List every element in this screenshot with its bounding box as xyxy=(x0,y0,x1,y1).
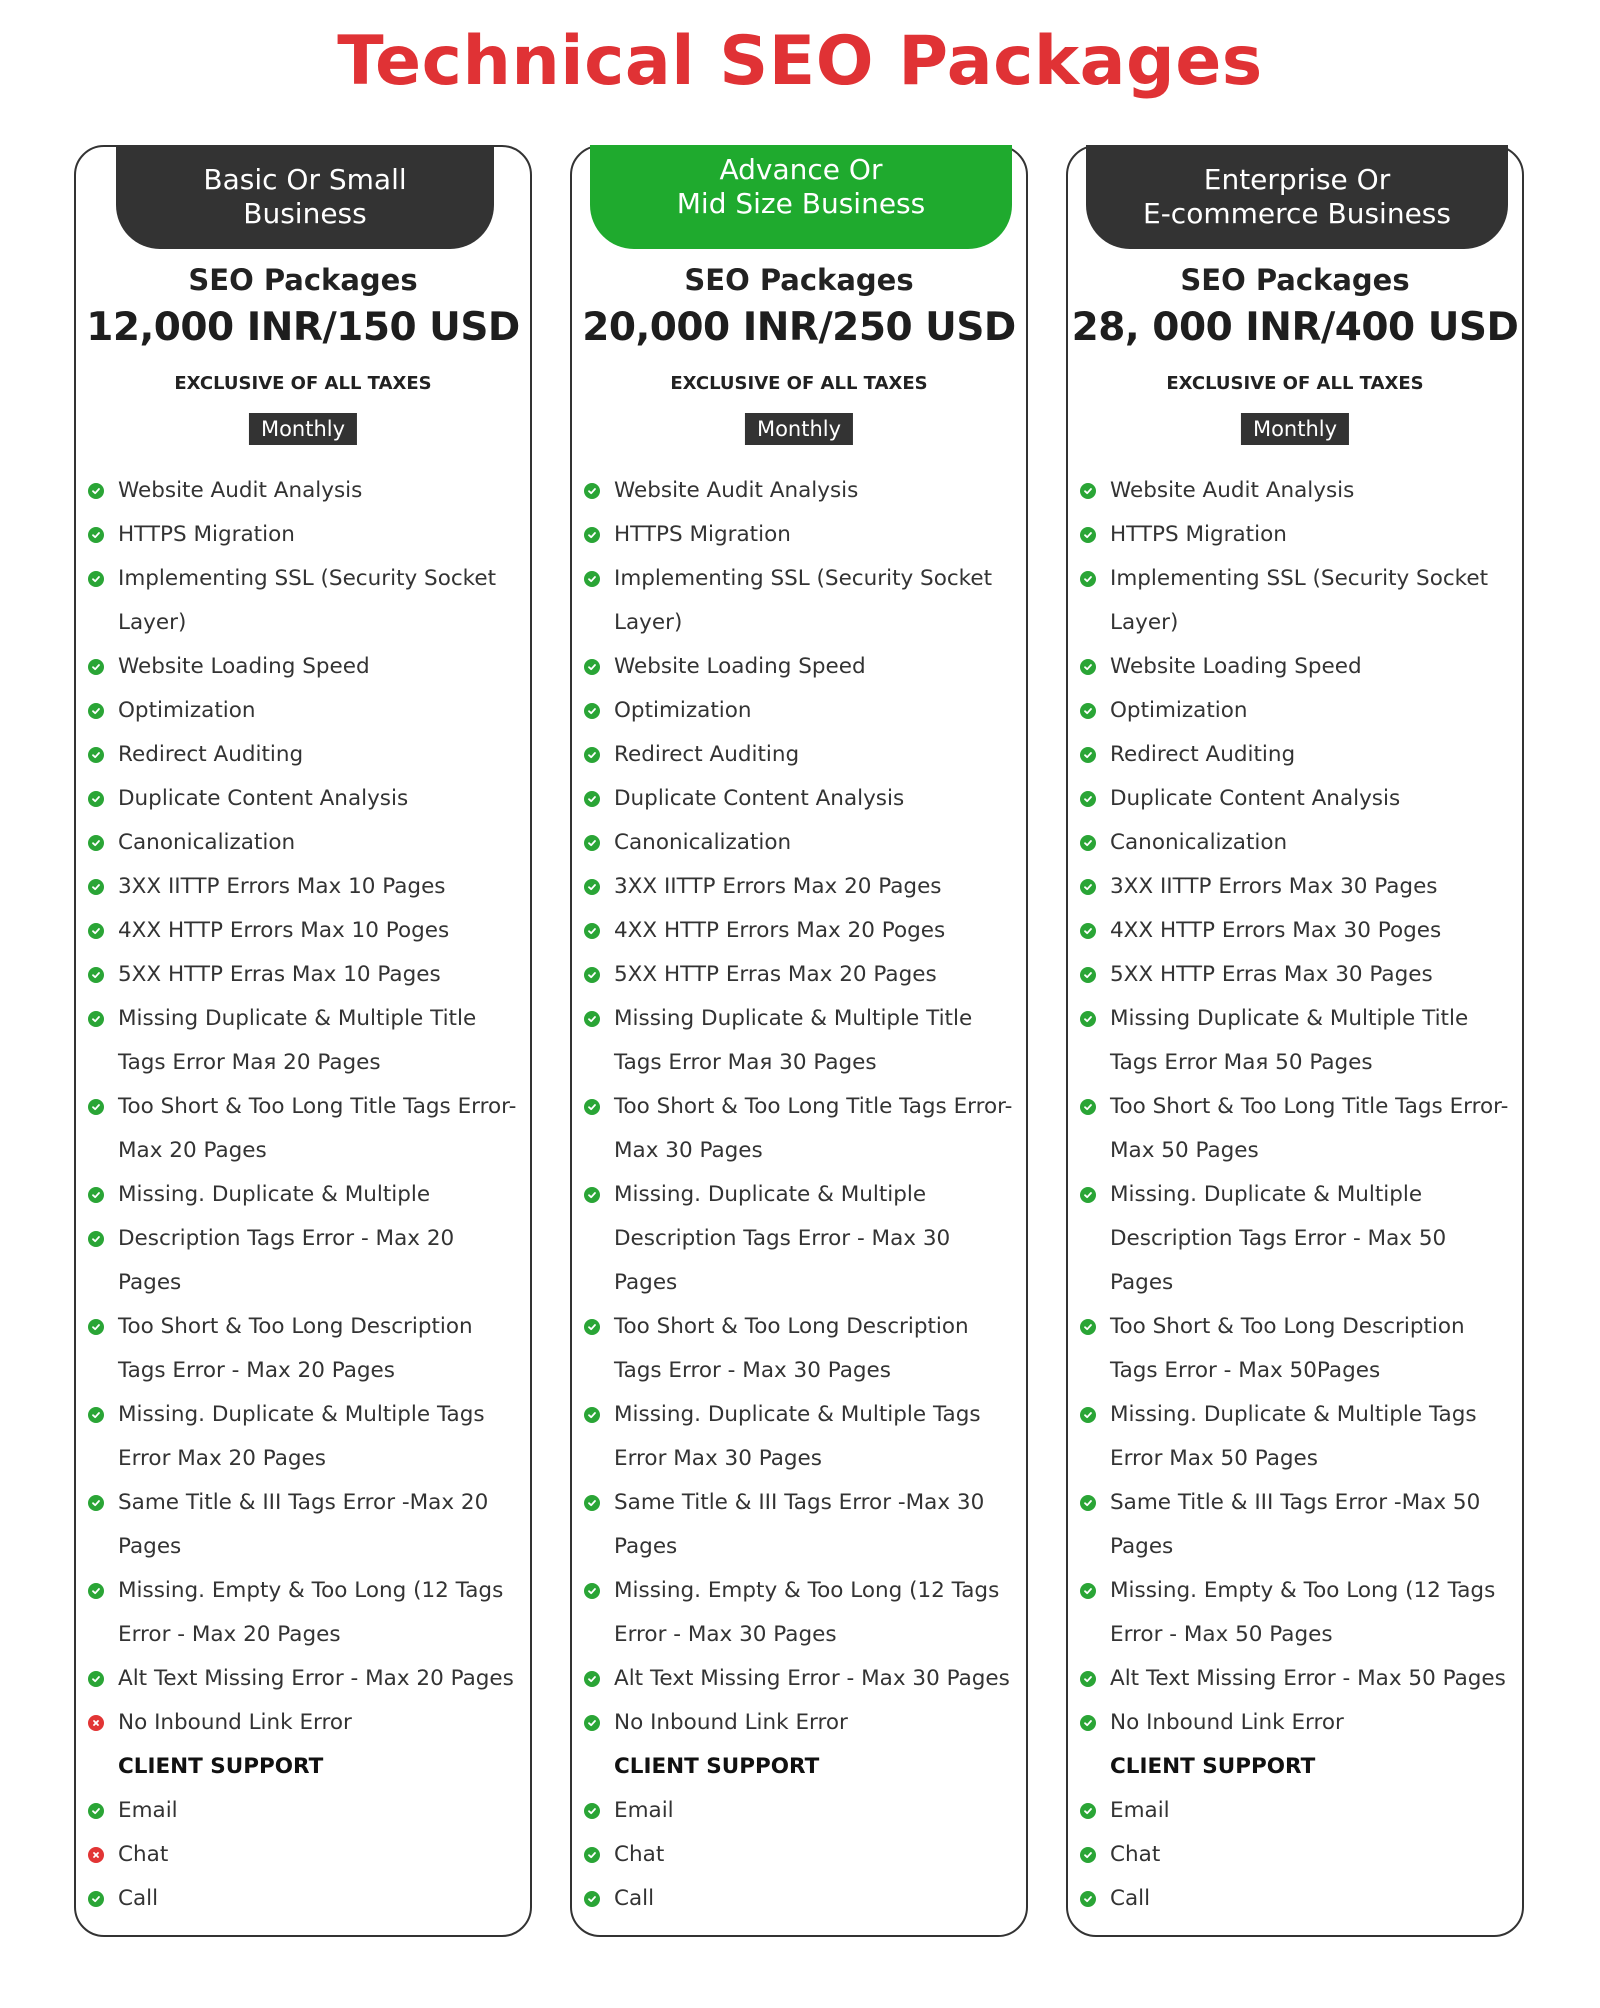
feature-text: Error Max 20 Pages xyxy=(118,1446,326,1471)
feature-text: Tags Error Мая 20 Pages xyxy=(118,1050,381,1075)
feature-text: Tags Error - Max 50Pages xyxy=(1110,1358,1381,1383)
feature-text: Tags Error - Max 30 Pages xyxy=(614,1358,891,1383)
feature-item xyxy=(88,1393,524,1437)
feature-text: Website Audit Analysis xyxy=(614,478,859,503)
check-icon xyxy=(1080,703,1096,719)
package-header xyxy=(116,145,494,249)
feature-item xyxy=(584,1305,1020,1349)
feature-item xyxy=(1080,953,1516,997)
feature-item xyxy=(1080,1525,1516,1569)
feature-item xyxy=(1080,909,1516,953)
check-icon xyxy=(1080,1803,1096,1819)
feature-item xyxy=(1080,1305,1516,1349)
feature-text: Optimization xyxy=(118,698,256,723)
check-icon xyxy=(88,1803,104,1819)
feature-item xyxy=(584,1349,1020,1393)
feature-text: Redirect Auditing xyxy=(1110,742,1296,767)
feature-text: Alt Text Missing Error - Max 30 Pages xyxy=(614,1666,1010,1691)
check-icon xyxy=(88,527,104,543)
feature-item xyxy=(88,733,524,777)
feature-item xyxy=(88,1525,524,1569)
tax-note: EXCLUSIVE OF ALL TAXES xyxy=(174,373,432,394)
feature-item xyxy=(584,1393,1020,1437)
check-icon xyxy=(584,1715,600,1731)
check-icon xyxy=(88,923,104,939)
feature-text: Tags Error Мая 50 Pages xyxy=(1110,1050,1373,1075)
check-icon xyxy=(1080,1891,1096,1907)
feature-text: Same Title & III Tags Error -Max 30 xyxy=(614,1490,985,1515)
feature-item xyxy=(584,1085,1020,1129)
check-icon xyxy=(1080,967,1096,983)
check-icon xyxy=(1080,1495,1096,1511)
feature-item xyxy=(584,1217,1020,1261)
feature-item xyxy=(1080,1261,1516,1305)
check-icon xyxy=(584,1671,600,1687)
check-icon xyxy=(584,1495,600,1511)
feature-list xyxy=(88,469,524,1921)
check-icon xyxy=(584,879,600,895)
feature-item xyxy=(1080,777,1516,821)
period-badge: Monthly xyxy=(1241,413,1349,445)
feature-item xyxy=(584,953,1020,997)
check-icon xyxy=(1080,747,1096,763)
feature-text: Call xyxy=(1110,1886,1151,1911)
feature-text: Canonicalization xyxy=(614,830,792,855)
feature-text: Duplicate Content Analysis xyxy=(1110,786,1401,811)
feature-text: Error - Max 20 Pages xyxy=(118,1622,341,1647)
feature-text: Error - Max 30 Pages xyxy=(614,1622,837,1647)
package-label: SEO Packages xyxy=(188,263,418,297)
feature-item xyxy=(88,865,524,909)
cross-icon xyxy=(88,1847,104,1863)
check-icon xyxy=(88,659,104,675)
feature-item xyxy=(1080,1789,1516,1833)
feature-item xyxy=(584,997,1020,1041)
package-price: 12,000 INR/150 USD xyxy=(86,305,520,350)
feature-item xyxy=(584,601,1020,645)
feature-text: Redirect Auditing xyxy=(614,742,800,767)
feature-text: Website Audit Analysis xyxy=(118,478,363,503)
feature-item xyxy=(1080,1349,1516,1393)
feature-item xyxy=(88,1041,524,1085)
feature-text: 4XX HTTP Errors Max 20 Poges xyxy=(614,918,946,943)
feature-item xyxy=(1080,557,1516,601)
feature-item xyxy=(1080,1701,1516,1745)
feature-item xyxy=(1080,1657,1516,1701)
feature-item xyxy=(88,1613,524,1657)
feature-text: Error Max 50 Pages xyxy=(1110,1446,1318,1471)
feature-item xyxy=(88,1261,524,1305)
feature-text: Chat xyxy=(118,1842,169,1867)
check-icon xyxy=(584,703,600,719)
section-heading xyxy=(88,1745,524,1789)
package-label: SEO Packages xyxy=(684,263,914,297)
check-icon xyxy=(584,835,600,851)
feature-item xyxy=(88,1437,524,1481)
check-icon xyxy=(584,923,600,939)
check-icon xyxy=(88,1231,104,1247)
feature-text: Missing. Duplicate & Multiple xyxy=(614,1182,927,1207)
feature-text: Max 30 Pages xyxy=(614,1138,763,1163)
feature-item xyxy=(88,689,524,733)
feature-text: 3XX IITTP Errors Max 10 Pages xyxy=(118,874,446,899)
section-heading xyxy=(584,1745,1020,1789)
feature-item xyxy=(584,1041,1020,1085)
feature-text: Optimization xyxy=(614,698,752,723)
feature-text: Email xyxy=(118,1798,178,1823)
package-header-text: Basic Or Small Business xyxy=(203,163,407,230)
check-icon xyxy=(88,1099,104,1115)
feature-item xyxy=(1080,645,1516,689)
feature-text: Chat xyxy=(614,1842,665,1867)
feature-text: Missing. Duplicate & Multiple Tags xyxy=(118,1402,485,1427)
feature-text: Pages xyxy=(118,1270,182,1295)
feature-item xyxy=(1080,1877,1516,1921)
feature-text: Tags Error - Max 20 Pages xyxy=(118,1358,395,1383)
feature-text: HTTPS Migration xyxy=(1110,522,1287,547)
tax-note: EXCLUSIVE OF ALL TAXES xyxy=(670,373,928,394)
feature-text: Too Short & Too Long Title Tags Error- xyxy=(614,1094,1013,1119)
feature-text: CLIENT SUPPORT xyxy=(614,1754,820,1779)
feature-text: Tags Error Мая 30 Pages xyxy=(614,1050,877,1075)
feature-text: Same Title & III Tags Error -Max 20 xyxy=(118,1490,489,1515)
feature-item xyxy=(584,689,1020,733)
feature-text: Chat xyxy=(1110,1842,1161,1867)
feature-item xyxy=(584,1701,1020,1745)
feature-item xyxy=(1080,1481,1516,1525)
feature-text: Pages xyxy=(614,1534,678,1559)
package-card-basic xyxy=(74,145,532,1937)
feature-text: Layer) xyxy=(1110,610,1179,635)
feature-text: HTTPS Migration xyxy=(118,522,295,547)
check-icon xyxy=(584,1099,600,1115)
feature-text: Max 20 Pages xyxy=(118,1138,267,1163)
feature-text: CLIENT SUPPORT xyxy=(1110,1754,1316,1779)
feature-item xyxy=(584,1481,1020,1525)
feature-item xyxy=(584,1569,1020,1613)
feature-text: Description Tags Error - Max 30 xyxy=(614,1226,951,1251)
feature-item xyxy=(584,513,1020,557)
feature-text: Too Short & Too Long Description xyxy=(118,1314,473,1339)
check-icon xyxy=(1080,659,1096,675)
feature-item xyxy=(1080,733,1516,777)
feature-item xyxy=(1080,513,1516,557)
check-icon xyxy=(88,571,104,587)
feature-item xyxy=(1080,1217,1516,1261)
feature-text: Call xyxy=(614,1886,655,1911)
package-header xyxy=(590,145,1012,249)
feature-item xyxy=(1080,689,1516,733)
feature-text: Alt Text Missing Error - Max 50 Pages xyxy=(1110,1666,1506,1691)
feature-item xyxy=(88,1481,524,1525)
package-label: SEO Packages xyxy=(1180,263,1410,297)
feature-text: Missing Duplicate & Multiple Title xyxy=(614,1006,973,1031)
feature-item xyxy=(88,1877,524,1921)
check-icon xyxy=(584,1011,600,1027)
package-card-enterprise xyxy=(1066,145,1524,1937)
check-icon xyxy=(1080,1671,1096,1687)
feature-item xyxy=(88,1173,524,1217)
feature-text: Duplicate Content Analysis xyxy=(614,786,905,811)
feature-text: Missing. Duplicate & Multiple Tags xyxy=(614,1402,981,1427)
feature-item xyxy=(1080,601,1516,645)
package-header-text: Advance Or Mid Size Business xyxy=(676,153,926,220)
feature-text: 3XX IITTP Errors Max 30 Pages xyxy=(1110,874,1438,899)
feature-text: Pages xyxy=(118,1534,182,1559)
check-icon xyxy=(88,703,104,719)
feature-item xyxy=(88,909,524,953)
feature-item xyxy=(584,1833,1020,1877)
feature-item xyxy=(584,1437,1020,1481)
check-icon xyxy=(1080,483,1096,499)
feature-text: Too Short & Too Long Title Tags Error- xyxy=(118,1094,517,1119)
feature-item xyxy=(88,953,524,997)
feature-item xyxy=(88,1349,524,1393)
feature-text: Pages xyxy=(614,1270,678,1295)
check-icon xyxy=(584,747,600,763)
check-icon xyxy=(1080,835,1096,851)
feature-item xyxy=(88,1085,524,1129)
feature-item xyxy=(1080,1041,1516,1085)
feature-item xyxy=(88,1569,524,1613)
feature-text: HTTPS Migration xyxy=(614,522,791,547)
feature-item xyxy=(584,909,1020,953)
feature-text: Max 50 Pages xyxy=(1110,1138,1259,1163)
check-icon xyxy=(1080,1319,1096,1335)
package-header xyxy=(1086,145,1508,249)
feature-item xyxy=(88,777,524,821)
feature-item xyxy=(88,1129,524,1173)
check-icon xyxy=(88,879,104,895)
feature-item xyxy=(88,557,524,601)
check-icon xyxy=(584,1803,600,1819)
feature-item xyxy=(1080,1173,1516,1217)
feature-text: Alt Text Missing Error - Max 20 Pages xyxy=(118,1666,514,1691)
tax-note: EXCLUSIVE OF ALL TAXES xyxy=(1166,373,1424,394)
feature-item xyxy=(88,997,524,1041)
feature-item xyxy=(1080,1393,1516,1437)
feature-text: Implementing SSL (Security Socket xyxy=(614,566,993,591)
package-card-advance xyxy=(570,145,1028,1937)
check-icon xyxy=(584,527,600,543)
feature-text: Email xyxy=(1110,1798,1170,1823)
feature-text: Missing. Empty & Too Long (12 Tags xyxy=(118,1578,504,1603)
feature-item xyxy=(1080,469,1516,513)
check-icon xyxy=(1080,1187,1096,1203)
feature-text: Redirect Auditing xyxy=(118,742,304,767)
feature-item xyxy=(88,1217,524,1261)
feature-text: Missing. Empty & Too Long (12 Tags xyxy=(614,1578,1000,1603)
feature-text: Website Loading Speed xyxy=(614,654,866,679)
feature-text: 5XX HTTP Erras Max 30 Pages xyxy=(1110,962,1433,987)
check-icon xyxy=(88,1319,104,1335)
feature-item xyxy=(1080,1613,1516,1657)
feature-text: Description Tags Error - Max 20 xyxy=(118,1226,455,1251)
check-icon xyxy=(1080,1407,1096,1423)
check-icon xyxy=(584,571,600,587)
check-icon xyxy=(1080,923,1096,939)
feature-item xyxy=(88,1305,524,1349)
feature-text: Layer) xyxy=(614,610,683,635)
check-icon xyxy=(584,1407,600,1423)
cross-icon xyxy=(88,1715,104,1731)
feature-item xyxy=(88,1657,524,1701)
feature-item xyxy=(584,1129,1020,1173)
check-icon xyxy=(88,1583,104,1599)
feature-text: Pages xyxy=(1110,1270,1174,1295)
period-badge: Monthly xyxy=(745,413,853,445)
check-icon xyxy=(584,967,600,983)
feature-text: Error Max 30 Pages xyxy=(614,1446,822,1471)
feature-list xyxy=(584,469,1020,1921)
feature-item xyxy=(88,513,524,557)
feature-item xyxy=(584,821,1020,865)
feature-item xyxy=(584,1657,1020,1701)
feature-text: 4XX HTTP Errors Max 10 Poges xyxy=(118,918,450,943)
feature-text: Canonicalization xyxy=(118,830,296,855)
check-icon xyxy=(88,1407,104,1423)
feature-text: Too Short & Too Long Description xyxy=(1110,1314,1465,1339)
feature-text: Layer) xyxy=(118,610,187,635)
feature-item xyxy=(584,733,1020,777)
check-icon xyxy=(88,1495,104,1511)
check-icon xyxy=(88,967,104,983)
package-price: 28, 000 INR/400 USD xyxy=(1071,305,1519,350)
section-heading xyxy=(1080,1745,1516,1789)
check-icon xyxy=(1080,1099,1096,1115)
check-icon xyxy=(584,1583,600,1599)
feature-text: Website Audit Analysis xyxy=(1110,478,1355,503)
feature-item xyxy=(584,1613,1020,1657)
feature-text: Missing. Empty & Too Long (12 Tags xyxy=(1110,1578,1496,1603)
check-icon xyxy=(584,483,600,499)
feature-text: Missing Duplicate & Multiple Title xyxy=(118,1006,477,1031)
package-header-text: Enterprise Or E-commerce Business xyxy=(1143,163,1451,230)
check-icon xyxy=(88,791,104,807)
feature-item xyxy=(584,557,1020,601)
feature-item xyxy=(1080,821,1516,865)
check-icon xyxy=(88,1671,104,1687)
feature-text: Missing Duplicate & Multiple Title xyxy=(1110,1006,1469,1031)
feature-text: Website Loading Speed xyxy=(118,654,370,679)
feature-item xyxy=(88,645,524,689)
feature-item xyxy=(88,821,524,865)
check-icon xyxy=(88,1187,104,1203)
feature-item xyxy=(1080,1437,1516,1481)
check-icon xyxy=(584,1891,600,1907)
feature-text: Website Loading Speed xyxy=(1110,654,1362,679)
check-icon xyxy=(584,1187,600,1203)
feature-text: 4XX HTTP Errors Max 30 Poges xyxy=(1110,918,1442,943)
feature-text: Canonicalization xyxy=(1110,830,1288,855)
feature-text: Implementing SSL (Security Socket xyxy=(118,566,497,591)
feature-item xyxy=(1080,1833,1516,1877)
feature-text: CLIENT SUPPORT xyxy=(118,1754,324,1779)
feature-item xyxy=(88,601,524,645)
feature-text: Duplicate Content Analysis xyxy=(118,786,409,811)
feature-item xyxy=(584,1877,1020,1921)
feature-text: Pages xyxy=(1110,1534,1174,1559)
feature-item xyxy=(88,1701,524,1745)
feature-text: Missing. Duplicate & Multiple xyxy=(118,1182,431,1207)
feature-text: Call xyxy=(118,1886,159,1911)
feature-text: Email xyxy=(614,1798,674,1823)
feature-list xyxy=(1080,469,1516,1921)
feature-text: No Inbound Link Error xyxy=(118,1710,352,1735)
package-price: 20,000 INR/250 USD xyxy=(582,305,1016,350)
feature-item xyxy=(584,645,1020,689)
feature-item xyxy=(584,865,1020,909)
feature-item xyxy=(584,1173,1020,1217)
feature-item xyxy=(88,469,524,513)
feature-text: Too Short & Too Long Description xyxy=(614,1314,969,1339)
feature-item xyxy=(1080,1129,1516,1173)
feature-text: Error - Max 50 Pages xyxy=(1110,1622,1333,1647)
feature-text: Too Short & Too Long Title Tags Error- xyxy=(1110,1094,1509,1119)
feature-item xyxy=(1080,865,1516,909)
feature-item xyxy=(88,1833,524,1877)
feature-item xyxy=(1080,997,1516,1041)
feature-item xyxy=(584,777,1020,821)
check-icon xyxy=(1080,571,1096,587)
check-icon xyxy=(88,483,104,499)
check-icon xyxy=(584,1847,600,1863)
period-badge: Monthly xyxy=(249,413,357,445)
check-icon xyxy=(1080,1011,1096,1027)
page-title: Technical SEO Packages xyxy=(337,22,1263,101)
feature-item xyxy=(584,1525,1020,1569)
feature-text: Implementing SSL (Security Socket xyxy=(1110,566,1489,591)
check-icon xyxy=(1080,1583,1096,1599)
check-icon xyxy=(88,835,104,851)
feature-text: No Inbound Link Error xyxy=(1110,1710,1344,1735)
check-icon xyxy=(1080,527,1096,543)
feature-item xyxy=(584,1261,1020,1305)
feature-text: Missing. Duplicate & Multiple xyxy=(1110,1182,1423,1207)
check-icon xyxy=(584,791,600,807)
feature-item xyxy=(88,1789,524,1833)
feature-text: 3XX IITTP Errors Max 20 Pages xyxy=(614,874,942,899)
check-icon xyxy=(1080,791,1096,807)
check-icon xyxy=(584,659,600,675)
feature-text: 5XX HTTP Erras Max 20 Pages xyxy=(614,962,937,987)
feature-text: 5XX HTTP Erras Max 10 Pages xyxy=(118,962,441,987)
check-icon xyxy=(1080,1847,1096,1863)
check-icon xyxy=(1080,879,1096,895)
feature-item xyxy=(1080,1569,1516,1613)
feature-text: Same Title & III Tags Error -Max 50 xyxy=(1110,1490,1481,1515)
feature-text: Description Tags Error - Max 50 xyxy=(1110,1226,1447,1251)
check-icon xyxy=(584,1319,600,1335)
feature-item xyxy=(584,1789,1020,1833)
feature-item xyxy=(584,469,1020,513)
check-icon xyxy=(88,747,104,763)
feature-item xyxy=(1080,1085,1516,1129)
check-icon xyxy=(88,1011,104,1027)
check-icon xyxy=(88,1891,104,1907)
check-icon xyxy=(1080,1715,1096,1731)
feature-text: No Inbound Link Error xyxy=(614,1710,848,1735)
feature-text: Missing. Duplicate & Multiple Tags xyxy=(1110,1402,1477,1427)
feature-text: Optimization xyxy=(1110,698,1248,723)
